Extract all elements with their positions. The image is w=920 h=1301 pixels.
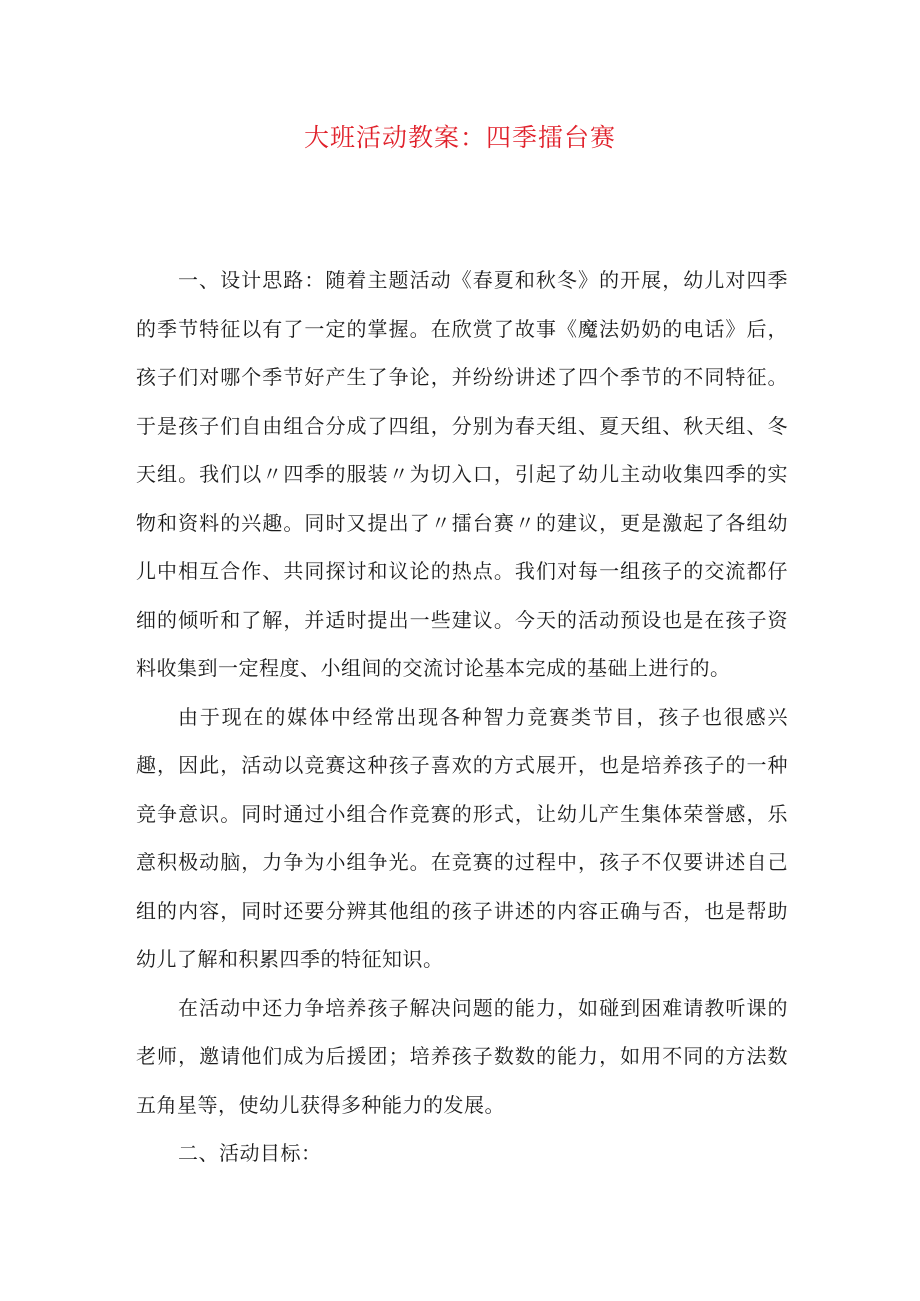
document-body bbox=[136, 256, 788, 1178]
paragraph-design-ideas: 一、设计思路：随着主题活动《春夏和秋冬》的开展，幼儿对四季的季节特征以有了一定的掌握。在欣赏了故事《魔法奶奶的电话》后，孩子们对哪个季节好产生了争论，并纷纷讲述了四个季节的不同特征。于是孩子们自由组合分成了四组，分别为春天组、夏天组、秋天组、冬天组。我们以〃四季的服装〃为切入口，引起了幼儿主动收集四季的实物和资料的兴趣。同时又提出了〃擂台赛〃的建议，更是激起了各组幼儿中相互合作、共同探讨和议论的热点。我们对每一组孩子的交流都仔细的倾听和了解，并适时提出一些建议。今天的活动预设也是在孩子资料收集到一定程度、小组间的交流讨论基本完成的基础上进行的。 bbox=[136, 268, 788, 680]
section-heading-activity-goals: 二、活动目标： bbox=[178, 1141, 322, 1165]
paragraph-competition-format: 由于现在的媒体中经常出现各种智力竞赛类节目，孩子也很感兴趣，因此，活动以竞赛这种孩子喜欢的方式展开，也是培养孩子的一种竞争意识。同时通过小组合作竞赛的形式，让幼儿产生集体荣誉感，乐意积极动脑，力争为小组争光。在竞赛的过程中，孩子不仅要讲述自己组的内容，同时还要分辨其他组的孩子讲述的内容正确与否，也是帮助幼儿了解和积累四季的特征知识。 bbox=[136, 704, 788, 971]
document-title: 大班活动教案：四季擂台赛 bbox=[303, 123, 616, 152]
paragraph-ability-development: 在活动中还力争培养孩子解决问题的能力，如碰到困难请教听课的老师，邀请他们成为后援团；培养孩子数数的能力，如用不同的方法数五角星等，使幼儿获得多种能力的发展。 bbox=[136, 995, 788, 1117]
